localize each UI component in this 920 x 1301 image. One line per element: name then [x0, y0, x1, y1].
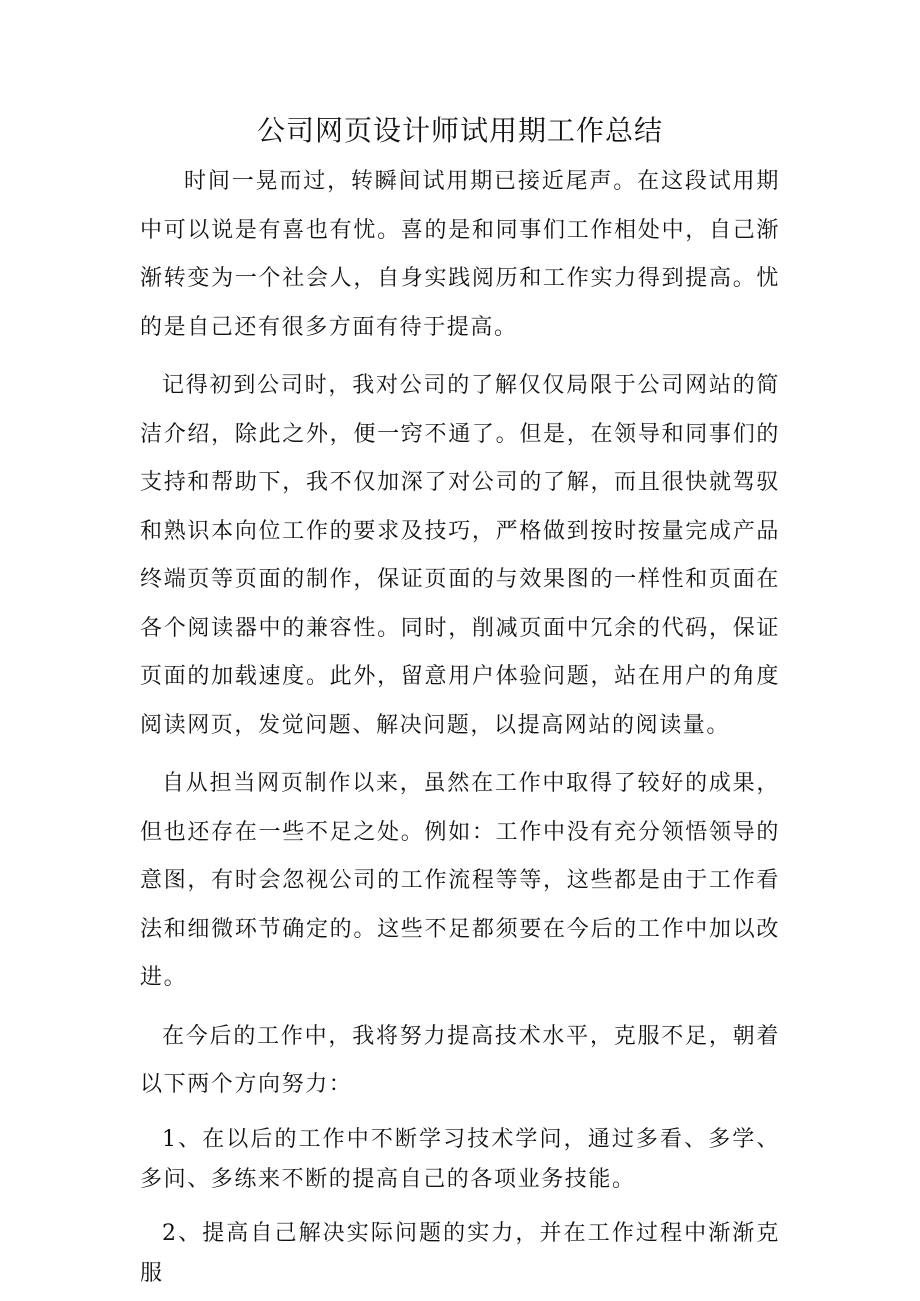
paragraph-experience: 记得初到公司时，我对公司的了解仅仅局限于公司网站的简洁介绍，除此之外，便一窍不通了。但是，在领导和同事们的支持和帮助下，我不仅加深了对公司的了解，而且很快就驾驭和熟识本向位工作的要求及技巧，严格做到按时按量完成产品终端页等页面的制作，保证页面的与效果图的一样性和页面在各个阅读器中的兼容性。同时，削减页面中冗余的代码，保证页面的加载速度。此外，留意用户体验问题，站在用户的角度阅读网页，发觉问题、解决问题，以提高网站的阅读量。 [140, 373, 780, 738]
list-item-1: 1、在以后的工作中不断学习技术学问，通过多看、多学、多问、多练来不断的提高自己的各项业务技能。 [140, 1126, 780, 1192]
list-item-2: 2、提高自己解决实际问题的实力，并在工作过程中渐渐克服 [140, 1220, 780, 1286]
document-body [140, 104, 780, 1294]
paragraph-shortcomings: 自从担当网页制作以来，虽然在工作中取得了较好的成果，但也还存在一些不足之处。例如：工作中没有充分领悟领导的意图，有时会忽视公司的工作流程等等，这些都是由于工作看法和细微环节确定的。这些不足都须要在今后的工作中加以改进。 [140, 771, 780, 990]
paragraph-plan: 在今后的工作中，我将努力提高技术水平，克服不足，朝着以下两个方向努力： [140, 1023, 780, 1097]
paragraph-intro: 时间一晃而过，转瞬间试用期已接近尾声。在这段试用期中可以说是有喜也有忧。喜的是和同事们工作相处中，自己渐渐转变为一个社会人，自身实践阅历和工作实力得到提高。忧的是自己还有很多方面有待于提高。 [140, 169, 780, 340]
document-title: 公司网页设计师试用期工作总结 [256, 114, 663, 147]
